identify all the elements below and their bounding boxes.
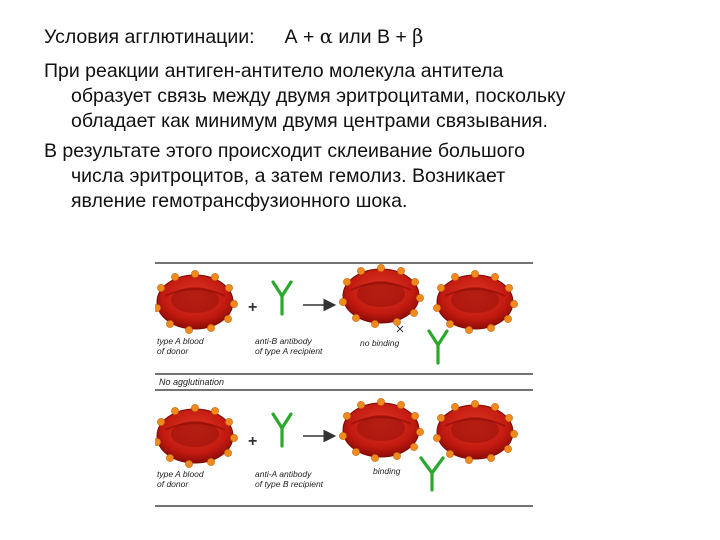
slide-title bbox=[44, 24, 704, 50]
antibody-icon bbox=[273, 414, 291, 446]
paragraph-line: образует связь между двумя эритроцитами, поскольку bbox=[71, 85, 566, 107]
antibody-label: of type A recipient bbox=[255, 346, 323, 356]
beta-symbol: β bbox=[412, 25, 424, 48]
no-agglutination-label: No agglutination bbox=[159, 377, 225, 387]
or-word: или bbox=[332, 26, 377, 48]
alpha-symbol: α bbox=[319, 25, 333, 48]
donor-label: of donor bbox=[157, 479, 189, 489]
paragraph-line: В результате этого происходит склеивание большого bbox=[44, 140, 525, 162]
antibody-label: anti-B antibody bbox=[255, 336, 312, 346]
row-no-agglutination bbox=[155, 264, 518, 363]
donor-red-blood-cell bbox=[155, 270, 238, 333]
antibody-icon bbox=[273, 282, 291, 314]
donor-label: type A blood bbox=[157, 336, 204, 346]
result-red-blood-cell bbox=[339, 398, 423, 461]
slide-text bbox=[44, 24, 704, 219]
result-label: binding bbox=[373, 466, 401, 476]
donor-red-blood-cell bbox=[155, 404, 238, 467]
donor-label: type A blood bbox=[157, 469, 204, 479]
unbound-antibody-icon bbox=[429, 331, 447, 363]
title-prefix: Условия агглютинации: bbox=[44, 26, 255, 48]
plus-sign: + bbox=[248, 433, 258, 450]
antibody-label: anti-A antibody bbox=[255, 469, 312, 479]
paragraph-binding bbox=[44, 59, 704, 134]
paragraph-line: обладает как минимум двумя центрами связывания. bbox=[71, 110, 548, 132]
paragraph-line: При реакции антиген-антитело молекула антитела bbox=[44, 60, 504, 82]
condition-b: В + bbox=[376, 26, 413, 48]
paragraph-result bbox=[44, 139, 704, 214]
result-red-blood-cell bbox=[433, 270, 517, 333]
donor-label: of donor bbox=[157, 346, 189, 356]
no-binding-mark-icon bbox=[397, 326, 403, 332]
agglutination-conditions bbox=[285, 24, 424, 50]
agglutination-figure bbox=[155, 260, 535, 510]
agglutination-diagram bbox=[155, 260, 535, 510]
result-label: no binding bbox=[360, 338, 400, 348]
row-agglutination bbox=[155, 398, 518, 490]
paragraph-line: явление гемотрансфузионного шока. bbox=[71, 190, 408, 212]
result-red-blood-cell bbox=[339, 264, 423, 327]
bound-antibody-icon bbox=[421, 458, 443, 490]
condition-a: А + bbox=[284, 26, 320, 48]
antibody-label: of type B recipient bbox=[255, 479, 324, 489]
result-red-blood-cell bbox=[433, 400, 517, 463]
paragraph-line: числа эритроцитов, а затем гемолиз. Возникает bbox=[71, 165, 506, 187]
plus-sign: + bbox=[248, 299, 258, 316]
